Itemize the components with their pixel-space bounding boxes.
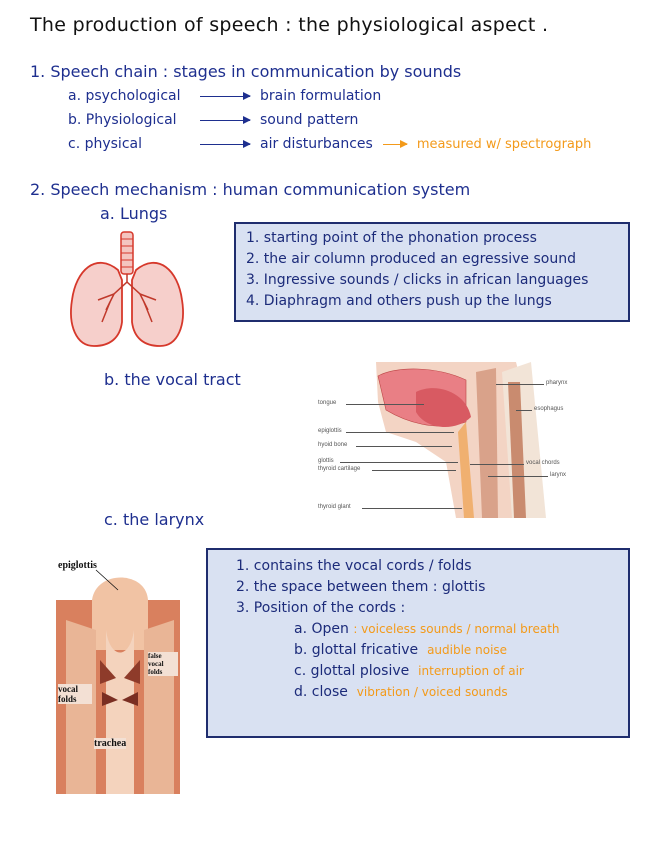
leader-line [346, 432, 454, 433]
larynx-point: 3. Position of the cords : [236, 600, 406, 616]
orange-arrow-icon [383, 144, 407, 145]
chain-item-right: brain formulation [260, 88, 382, 104]
epiglottis-label: epiglottis [318, 428, 342, 434]
cord-position-plosive [218, 661, 618, 682]
esophagus-label: esophagus [534, 406, 564, 412]
trachea-label: trachea [94, 738, 127, 749]
hyoid-bone-label: hyoid bone [318, 442, 348, 448]
cord-position-open [218, 619, 618, 640]
leader-line [488, 476, 548, 477]
thyroid-gland-label: thyroid glant [318, 504, 351, 510]
position-label: c. glottal plosive [294, 663, 410, 679]
position-desc: vibration / voiced sounds [356, 685, 508, 699]
chain-item-note: measured w/ spectrograph [416, 137, 592, 152]
larynx-point: 2. the space between them : glottis [236, 579, 486, 595]
chain-item-physical [68, 136, 591, 152]
chain-item-physiological [68, 112, 358, 128]
vocal-chords-label: vocal chords [526, 460, 560, 466]
tongue-label: tongue [318, 400, 337, 406]
lungs-notes-box [234, 222, 630, 322]
chain-item-psychological [68, 88, 381, 104]
position-desc: audible noise [427, 643, 508, 657]
chain-item-right: air disturbances [260, 136, 373, 152]
larynx-label: c. the larynx [104, 510, 205, 529]
section1-heading: 1. Speech chain : stages in communication by sounds [30, 62, 462, 81]
lungs-point: 1. starting point of the phonation process [246, 230, 537, 246]
vocal-tract-label: b. the vocal tract [104, 370, 241, 389]
leader-line [470, 464, 524, 465]
larynx-diagram-label: larynx [550, 472, 567, 478]
page-title: The production of speech : the physiological aspect . [30, 14, 549, 36]
larynx-notes-box [206, 548, 630, 738]
arrow-icon [200, 144, 250, 145]
leader-line [362, 508, 462, 509]
lungs-point: 2. the air column produced an egressive sound [246, 251, 576, 267]
section2-heading: 2. Speech mechanism : human communication system [30, 180, 471, 199]
cord-position-close [218, 682, 618, 703]
arrow-icon [200, 120, 250, 121]
leader-line [516, 410, 532, 411]
lungs-label: a. Lungs [100, 204, 168, 223]
pharynx-label: pharynx [546, 380, 568, 386]
false-vocal-folds-label: false vocal folds [148, 652, 178, 676]
position-label: b. glottal fricative [294, 642, 419, 658]
leader-line [340, 462, 458, 463]
leader-line [496, 384, 544, 385]
leader-line [372, 470, 456, 471]
larynx-cross-section-icon [56, 560, 186, 794]
arrow-icon [200, 96, 250, 97]
leader-line [356, 446, 452, 447]
position-desc: interruption of air [418, 664, 524, 678]
chain-item-left: b. Physiological [68, 112, 177, 128]
chain-item-left: a. psychological [68, 88, 181, 104]
vocal-folds-label: vocal folds [58, 684, 92, 704]
thyroid-cartilage-label: thyroid cartilage [318, 466, 361, 472]
chain-item-right: sound pattern [260, 112, 359, 128]
position-desc: : voiceless sounds / normal breath [353, 622, 560, 636]
epiglottis-photo-label: epiglottis [58, 560, 97, 571]
chain-item-left: c. physical [68, 136, 142, 152]
position-label: d. close [294, 684, 348, 700]
larynx-point: 1. contains the vocal cords / folds [236, 558, 472, 574]
vocal-tract-diagram [316, 362, 586, 518]
leader-line [346, 404, 424, 405]
lungs-point: 3. Ingressive sounds / clicks in african languages [246, 272, 589, 288]
position-label: a. Open [294, 621, 349, 637]
lungs-point: 4. Diaphragm and others push up the lungs [246, 293, 552, 309]
larynx-photo [56, 560, 186, 794]
lungs-icon [66, 230, 188, 352]
cord-position-fricative [218, 640, 618, 661]
glottis-label: glottis [318, 458, 334, 464]
